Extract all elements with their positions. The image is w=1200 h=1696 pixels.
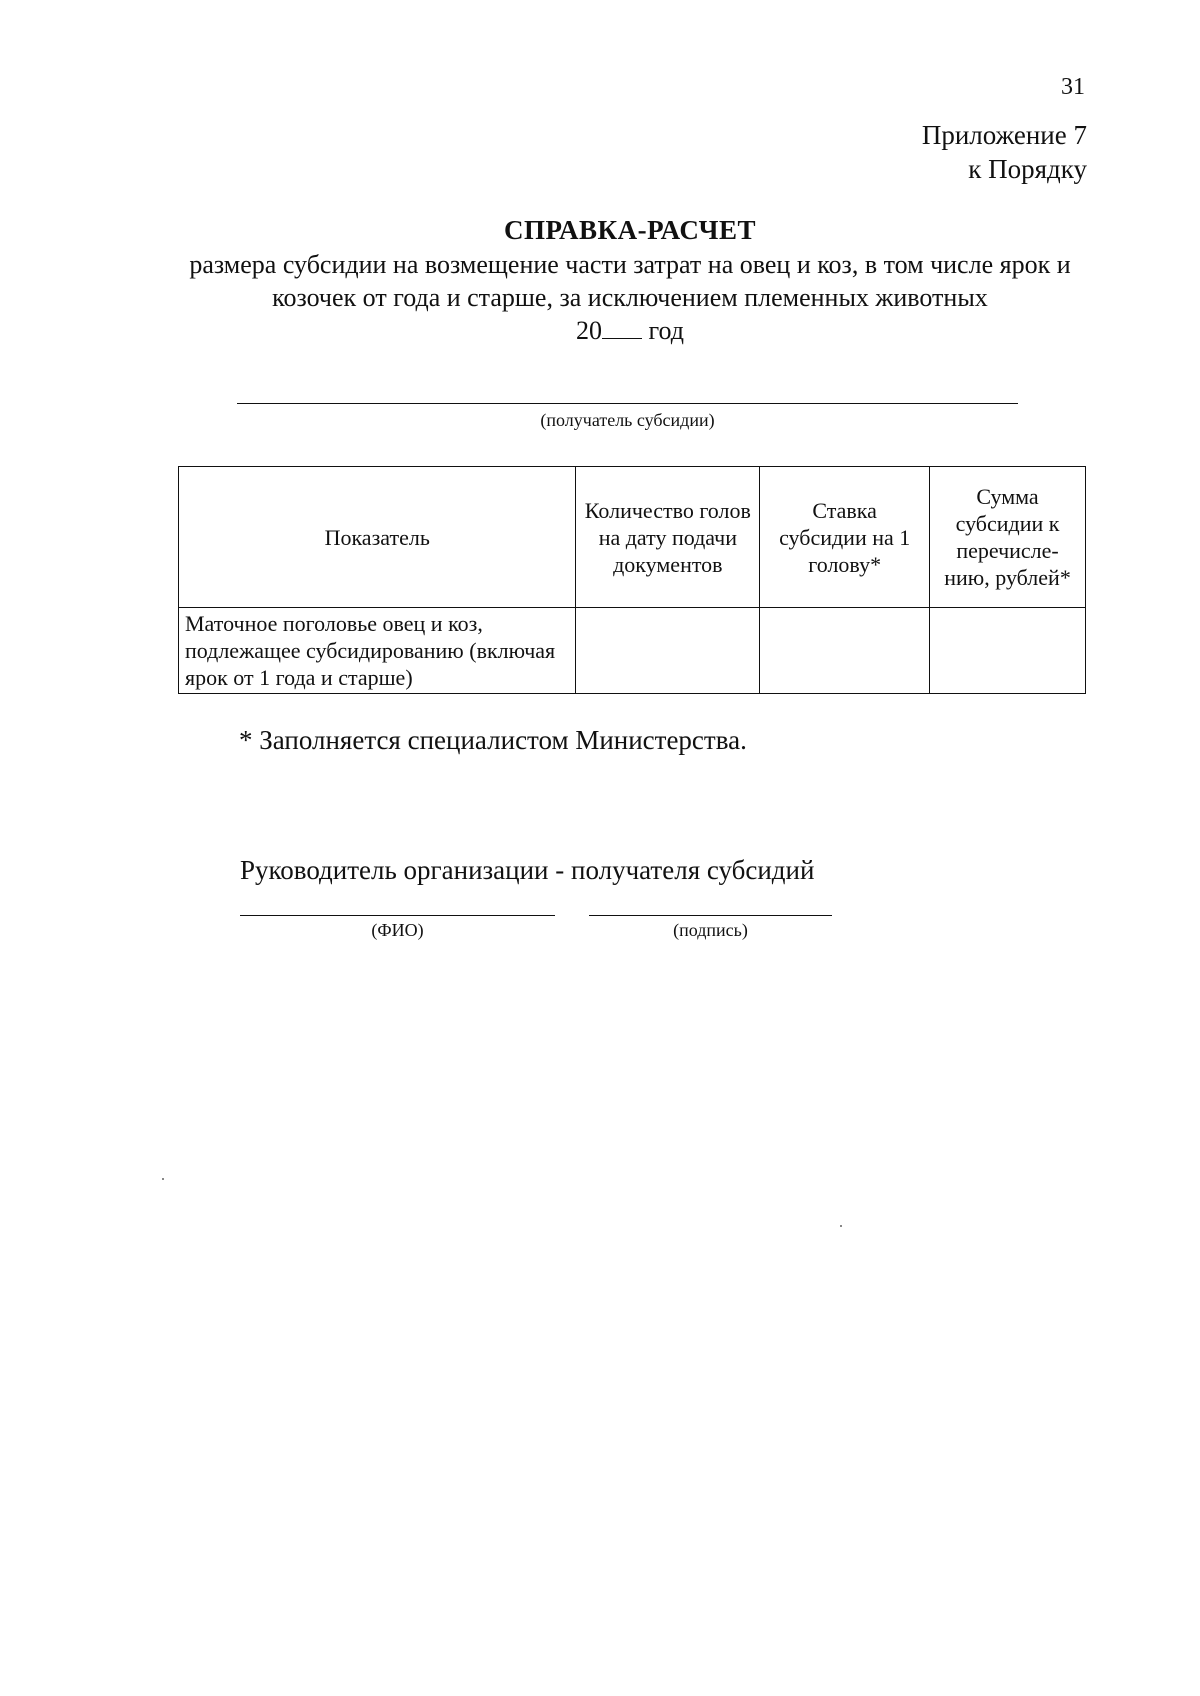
cell-subsidy-rate[interactable]	[760, 608, 930, 694]
cell-subsidy-amount[interactable]	[930, 608, 1086, 694]
year-suffix: год	[648, 316, 684, 345]
recipient-caption: (получатель субсидии)	[540, 410, 715, 430]
year-prefix: 20	[576, 316, 602, 345]
scan-speck	[162, 1178, 164, 1180]
page-number: 31	[1061, 74, 1085, 100]
signer-title: Руководитель организации - получателя субсидий	[240, 855, 815, 885]
appendix-reference	[922, 118, 1087, 186]
scan-speck	[840, 1225, 842, 1227]
year-blank[interactable]	[602, 316, 642, 339]
signature-caption: (подпись)	[673, 920, 748, 940]
cell-indicator: Маточное поголовье овец и коз, подлежащее субсидированию (включая ярок от 1 года и старше)	[179, 608, 576, 694]
recipient-input-line[interactable]	[237, 403, 1018, 404]
fio-input-line[interactable]	[240, 915, 555, 916]
document-title: СПРАВКА-РАСЧЕТ	[504, 215, 756, 245]
document-subtitle: размера субсидии на возмещение части затрат на овец и коз, в том числе ярок и козочек от года и старше, за исключением племенных животных	[189, 250, 1071, 312]
cell-head-count[interactable]	[576, 608, 760, 694]
year-line	[160, 316, 1100, 346]
header-head-count: Количество голов на дату подачи документов	[576, 467, 760, 608]
header-indicator: Показатель	[179, 467, 576, 608]
appendix-target: к Порядку	[968, 154, 1087, 184]
table-row	[179, 608, 1086, 694]
header-subsidy-rate: Ставка субсидии на 1 голову*	[760, 467, 930, 608]
calculation-table	[178, 466, 1086, 694]
header-subsidy-amount: Сумма субсидии к перечисле-нию, рублей*	[930, 467, 1086, 608]
fio-caption: (ФИО)	[371, 920, 424, 940]
appendix-number: Приложение 7	[921, 120, 1087, 150]
signature-input-line[interactable]	[589, 915, 832, 916]
footnote: * Заполняется специалистом Министерства.	[239, 725, 747, 755]
table-header-row	[179, 467, 1086, 608]
